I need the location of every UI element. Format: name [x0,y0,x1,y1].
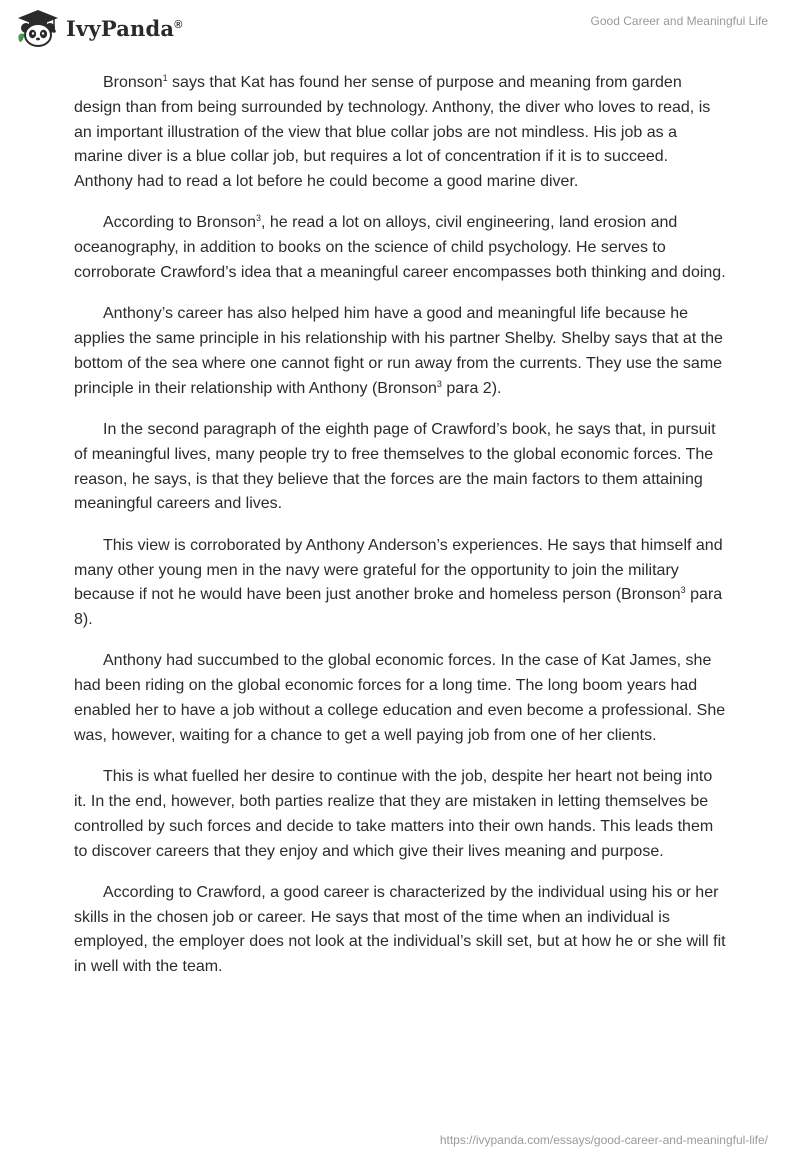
essay-paragraph [74,765,728,864]
paragraph-text: para 2). [441,379,502,397]
source-url[interactable]: https://ivypanda.com/essays/good-career-and-meaningful-life/ [439,1133,768,1147]
paragraph-text: Bronson [103,74,163,91]
essay-paragraph [74,534,728,633]
paragraph-text: Anthony had succumbed to the global economic forces. In the case of Kat James, she had been riding on the global economic forces for a long time. The long boom years had enabled her to have a job without a college education and even become a professional. She was, however, waiting for a chance to get a well paying job from one of her clients. [74,652,726,744]
paragraph-text: In the second paragraph of the eighth page of Crawford’s book, he says that, in pursuit of meaningful lives, many people try to free themselves to the global economic forces. The reason, he says, is that they believe that the forces are the main factors to them attaining meaningful careers and lives. [74,421,716,513]
ivypanda-logo[interactable] [14,8,183,48]
citation-superscript: 3 [255,213,261,224]
paragraph-text: According to Crawford, a good career is characterized by the individual using his or her skills in the chosen job or career. He says that most of the time when an individual is employed, the employer does not look at the individual’s skill set, but at how he or she will fit in well with the team. [74,883,726,976]
paragraph-text: According to Bronson [103,214,256,232]
logo-text: IvyPanda [66,15,175,41]
citation-superscript: 3 [436,378,442,389]
essay-paragraph [74,418,728,517]
paragraph-text: This is what fuelled her desire to continue with the job, despite her heart not being into it. In the end, however, both parties realize that they are mistaken in letting themselves be controlled by such forces and decide to take matters into their own hands. This leads them to discover careers that they enjoy and which give their lives meaning and purpose. [74,768,714,860]
essay-paragraph [74,302,728,401]
page-title: Good Career and Meaningful Life [590,14,768,28]
paragraph-text: This view is corroborated by Anthony Anderson’s experiences. He says that himself and many other young men in the navy were grateful for the opportunity to join the military because if not he would have been just another broke and homeless person (Bronson [74,536,723,604]
registered-mark: ® [174,18,183,31]
essay-body [74,71,728,997]
essay-paragraph [74,71,728,195]
citation-superscript: 1 [162,73,168,83]
paragraph-text: Anthony’s career has also helped him have a good and meaningful life because he applies the same principle in his relationship with his partner Shelby. Shelby says that at the bottom of the sea where one cannot fight or run away from the currents. They use the same principle in their relationship with Anthony (Bronson [74,305,723,397]
paragraph-text: para 8). [74,586,723,629]
essay-paragraph [74,649,728,748]
essay-paragraph [74,211,728,285]
paragraph-text: , he read a lot on alloys, civil engineering, land erosion and oceanography, in addition to books on the science of child psychology. He serves to corroborate Crawford’s idea that a meaningful career encompasses both thinking and doing. [74,214,726,282]
logo-wordmark [66,16,183,41]
essay-paragraph [74,881,728,980]
page-header [0,0,800,62]
panda-mascot-icon [14,8,62,48]
paragraph-text: says that Kat has found her sense of purpose and meaning from garden design than from being surrounded by technology. Anthony, the diver who loves to read, is an important illustration of the view that blue collar jobs are not mindless. His job as a marine diver is a blue collar job, but requires a lot of concentration if it is to succeed. Anthony had to read a lot before he could become a good marine diver. [74,74,711,191]
citation-superscript: 3 [680,585,686,596]
